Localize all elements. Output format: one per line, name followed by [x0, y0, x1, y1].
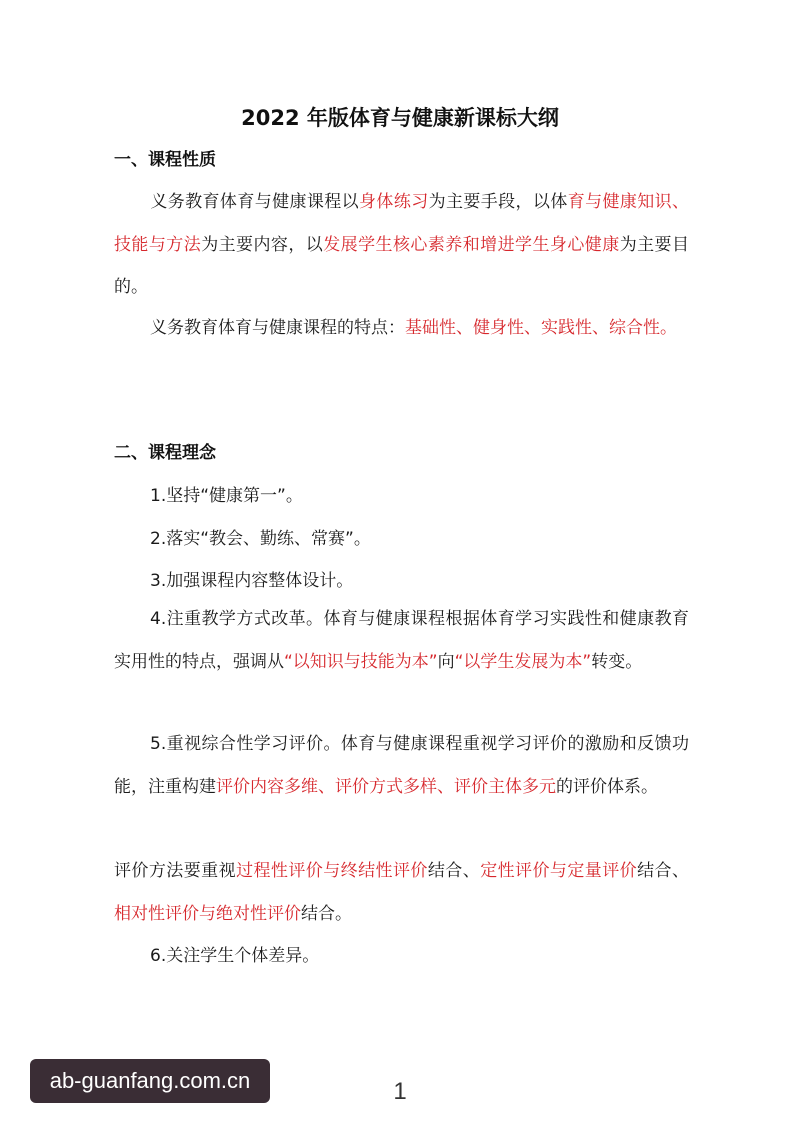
concept-item-2: 2.落实“教会、勤练、常赛”。	[150, 529, 371, 549]
concept-item-6: 6.关注学生个体差异。	[150, 946, 320, 966]
highlight-text: 过程性评价与终结性评价	[236, 861, 428, 881]
text-span: 评价方法要重视	[114, 861, 237, 881]
text-span: 结合。	[301, 903, 352, 924]
text-span: 义务教育体育与健康课程以	[150, 192, 360, 212]
evaluation-methods-paragraph	[114, 850, 689, 935]
document-title: 2022 年版体育与健康新课标大纲	[241, 106, 559, 130]
text-span: 为主要目的。	[114, 234, 689, 297]
highlight-text: 发展学生核心素养和增进学生身心健康	[323, 234, 620, 255]
text-span: 4.注重教学方式改革。体育与健康课程根据体育学习实践性和健康教育实用性的特点，强调从	[114, 609, 689, 672]
text-span: 转变。	[591, 651, 643, 672]
paragraph-course-nature-2	[114, 307, 689, 350]
text-span: 为主要内容，以	[201, 234, 324, 255]
text-span: 5.重视综合性学习评价。体育与健康课程重视学习评价的激励和反馈功能，注重构建	[114, 734, 689, 797]
text-span: 向	[437, 651, 455, 672]
concept-item-1: 1.坚持“健康第一”。	[150, 486, 303, 506]
highlight-text: 身体练习	[359, 192, 429, 212]
text-span: 为主要手段，以体	[428, 192, 568, 212]
highlight-text: 相对性评价与绝对性评价	[114, 903, 301, 924]
highlight-text: 育与健康知识、技能与方法	[114, 192, 690, 255]
highlight-text: “以学生发展为本”	[454, 651, 592, 672]
concept-item-3: 3.加强课程内容整体设计。	[150, 571, 354, 591]
page-number: 1	[393, 1078, 407, 1105]
highlight-text: 基础性、健身性、实践性、综合性。	[405, 318, 677, 338]
highlight-text: 评价内容多维、评价方式多样、评价主体多元	[216, 776, 556, 797]
concept-item-5	[114, 723, 689, 808]
paragraph-course-nature-1	[114, 181, 689, 309]
text-span: 结合、	[427, 861, 481, 881]
highlight-text: 定性评价与定量评价	[480, 861, 638, 881]
text-span: 义务教育体育与健康课程的特点：	[150, 318, 405, 338]
text-span: 的评价体系。	[556, 776, 658, 797]
concept-item-4	[114, 598, 689, 683]
highlight-text: “以知识与技能为本”	[284, 651, 438, 672]
section-heading-course-concept: 二、课程理念	[114, 443, 216, 463]
section-heading-course-nature: 一、课程性质	[114, 150, 216, 170]
text-span: 结合、	[637, 861, 689, 881]
watermark-badge: ab-guanfang.com.cn	[30, 1059, 270, 1103]
